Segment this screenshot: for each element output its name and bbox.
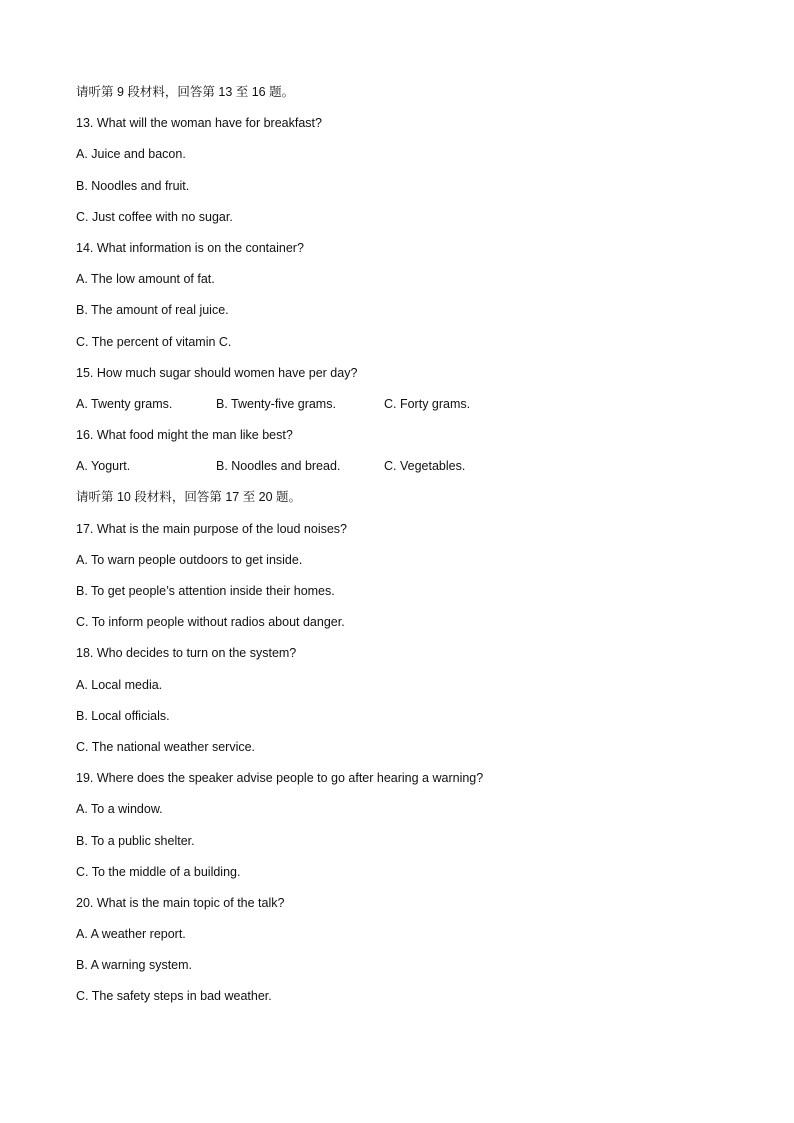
section-instruction: 请听第 9 段材料，回答第 13 至 16 题。 (76, 85, 295, 99)
option-14-b: B. The amount of real juice. (76, 303, 229, 318)
exam-page (76, 82, 736, 1018)
question-stem-20: 20. What is the main topic of the talk? (76, 895, 285, 910)
option-17-c: C. To inform people without radios about danger. (76, 615, 345, 630)
option-19-a: A. To a window. (76, 802, 163, 817)
option-13-a: A. Juice and bacon. (76, 147, 186, 162)
question-stem-13: 13. What will the woman have for breakfast? (76, 116, 322, 131)
option-19-c: C. To the middle of a building. (76, 864, 241, 879)
option-18-a: A. Local media. (76, 677, 163, 692)
option-17-b: B. To get people’s attention inside their homes. (76, 584, 335, 598)
option-16-a: A. Yogurt. (76, 459, 131, 474)
question-stem-14: 14. What information is on the container? (76, 240, 304, 255)
question-stem-17: 17. What is the main purpose of the loud noises? (76, 521, 347, 536)
option-20-b: B. A warning system. (76, 958, 193, 973)
question-stem-18: 18. Who decides to turn on the system? (76, 646, 297, 661)
option-13-b: B. Noodles and fruit. (76, 178, 190, 193)
option-18-b: B. Local officials. (76, 708, 170, 723)
option-14-a: A. The low amount of fat. (76, 272, 215, 287)
option-17-a: A. To warn people outdoors to get inside. (76, 552, 303, 567)
option-16-c: C. Vegetables. (384, 459, 466, 474)
options-row-15 (76, 394, 736, 425)
options-row-16 (76, 456, 736, 487)
option-18-c: C. The national weather service. (76, 739, 256, 754)
option-15-c: C. Forty grams. (384, 396, 471, 411)
question-stem-16: 16. What food might the man like best? (76, 428, 293, 443)
option-20-c: C. The safety steps in bad weather. (76, 989, 272, 1004)
question-stem-15: 15. How much sugar should women have per day? (76, 365, 358, 380)
question-stem-19: 19. Where does the speaker advise people to go after hearing a warning? (76, 771, 484, 786)
option-13-c: C. Just coffee with no sugar. (76, 209, 233, 224)
option-15-b: B. Twenty-five grams. (216, 396, 336, 411)
option-15-a: A. Twenty grams. (76, 396, 173, 411)
section-instruction: 请听第 10 段材料，回答第 17 至 20 题。 (76, 490, 302, 505)
option-14-c: C. The percent of vitamin C. (76, 334, 232, 349)
option-20-a: A. A weather report. (76, 927, 186, 942)
option-16-b: B. Noodles and bread. (216, 459, 341, 474)
option-19-b: B. To a public shelter. (76, 833, 195, 848)
